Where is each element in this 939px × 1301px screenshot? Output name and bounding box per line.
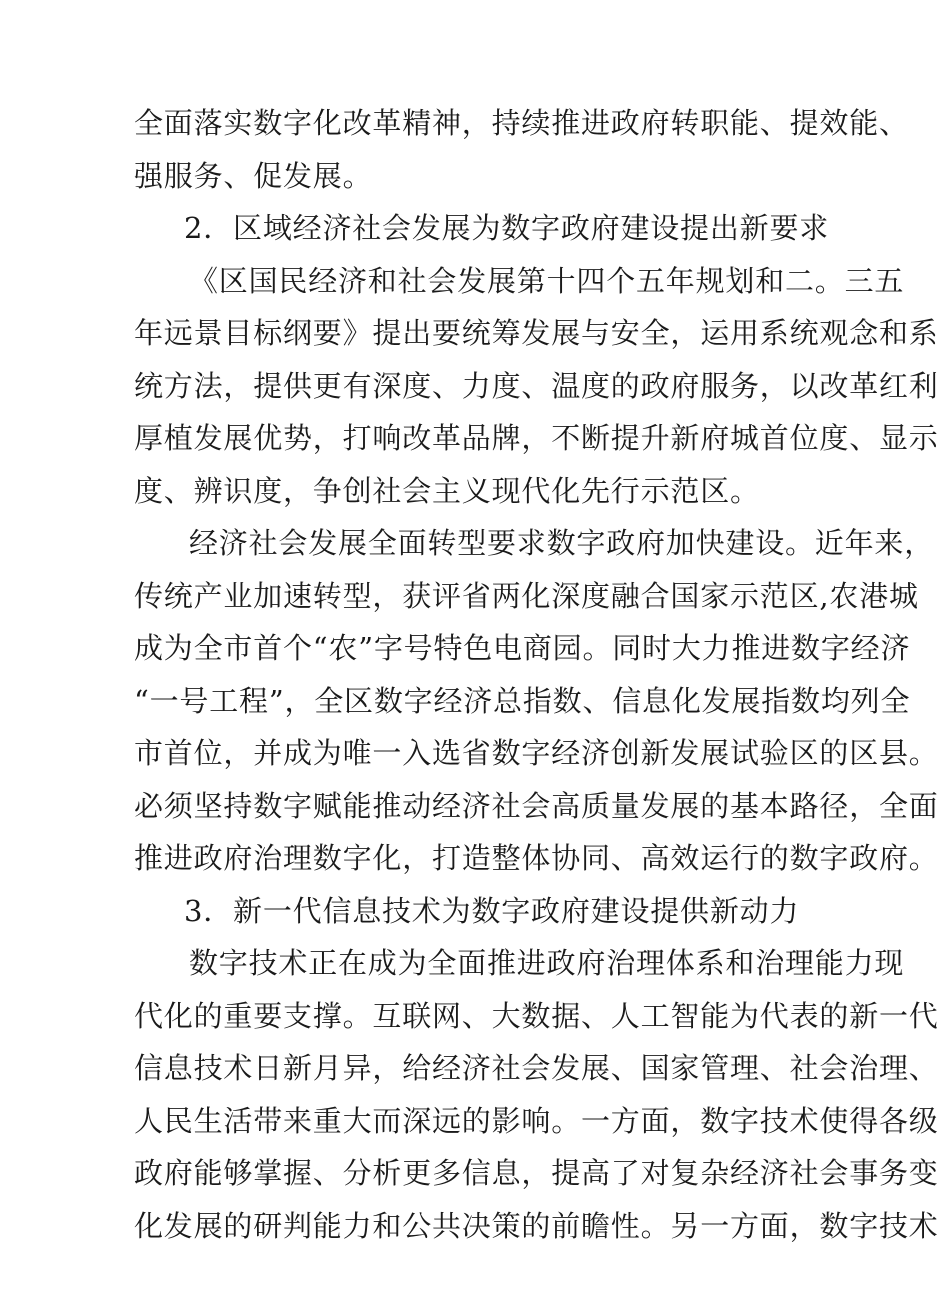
section-heading-2 bbox=[134, 202, 830, 255]
text-line: 厚植发展优势，打响改革品牌，不断提升新府城首位度、显示 bbox=[134, 421, 939, 455]
text-line: 统方法，提供更有深度、力度、温度的政府服务，以改革红利 bbox=[134, 368, 939, 403]
text-line: 全面落实数字化改革精神，持续推进政府转职能、提效能、 bbox=[134, 106, 909, 140]
text-line: 传统产业加速转型，获评省两化深度融合国家示范区,农港城 bbox=[134, 578, 919, 613]
paragraph-plan-outline bbox=[134, 255, 939, 518]
heading-line: 2．区域经济社会发展为数字政府建设提出新要求 bbox=[184, 211, 830, 245]
text-line: “一号工程”，全区数字经济总指数、信息化发展指数均列全 bbox=[134, 683, 911, 718]
text-line: 必须坚持数字赋能推动经济社会高质量发展的基本路径，全面 bbox=[134, 788, 939, 823]
text-line: 数字技术正在成为全面推进政府治理体系和治理能力现 bbox=[189, 946, 905, 980]
text-line: 成为全市首个“农”字号特色电商园。同时大力推进数字经济 bbox=[134, 631, 911, 665]
text-line: 推进政府治理数字化，打造整体协同、高效运行的数字政府。 bbox=[134, 841, 939, 875]
text-line: 强服务、促发展。 bbox=[134, 158, 373, 193]
heading-line: 3．新一代信息技术为数字政府建设提供新动力 bbox=[184, 893, 800, 928]
text-line: 《区国民经济和社会发展第十四个五年规划和二。三五 bbox=[189, 263, 905, 298]
document-body bbox=[134, 97, 939, 1252]
paragraph-digital-technology bbox=[134, 937, 939, 1252]
section-heading-3 bbox=[134, 885, 800, 938]
paragraph-economic-transformation bbox=[134, 517, 939, 885]
text-line: 政府能够掌握、分析更多信息，提高了对复杂经济社会事务变 bbox=[134, 1156, 939, 1190]
text-line: 代化的重要支撑。互联网、大数据、人工智能为代表的新一代 bbox=[134, 998, 939, 1033]
text-line: 年远景目标纲要》提出要统筹发展与安全，运用系统观念和系 bbox=[134, 316, 939, 350]
text-line: 化发展的研判能力和公共决策的前瞻性。另一方面，数字技术 bbox=[134, 1208, 939, 1243]
text-line: 信息技术日新月异，给经济社会发展、国家管理、社会治理、 bbox=[134, 1051, 939, 1085]
text-line: 经济社会发展全面转型要求数字政府加快建设。近年来， bbox=[189, 526, 935, 560]
text-line: 市首位，并成为唯一入选省数字经济创新发展试验区的区县。 bbox=[134, 736, 939, 770]
text-line: 人民生活带来重大而深远的影响。一方面，数字技术使得各级 bbox=[134, 1103, 939, 1138]
paragraph-continuation bbox=[134, 97, 909, 202]
text-line: 度、辨识度，争创社会主义现代化先行示范区。 bbox=[134, 473, 760, 508]
